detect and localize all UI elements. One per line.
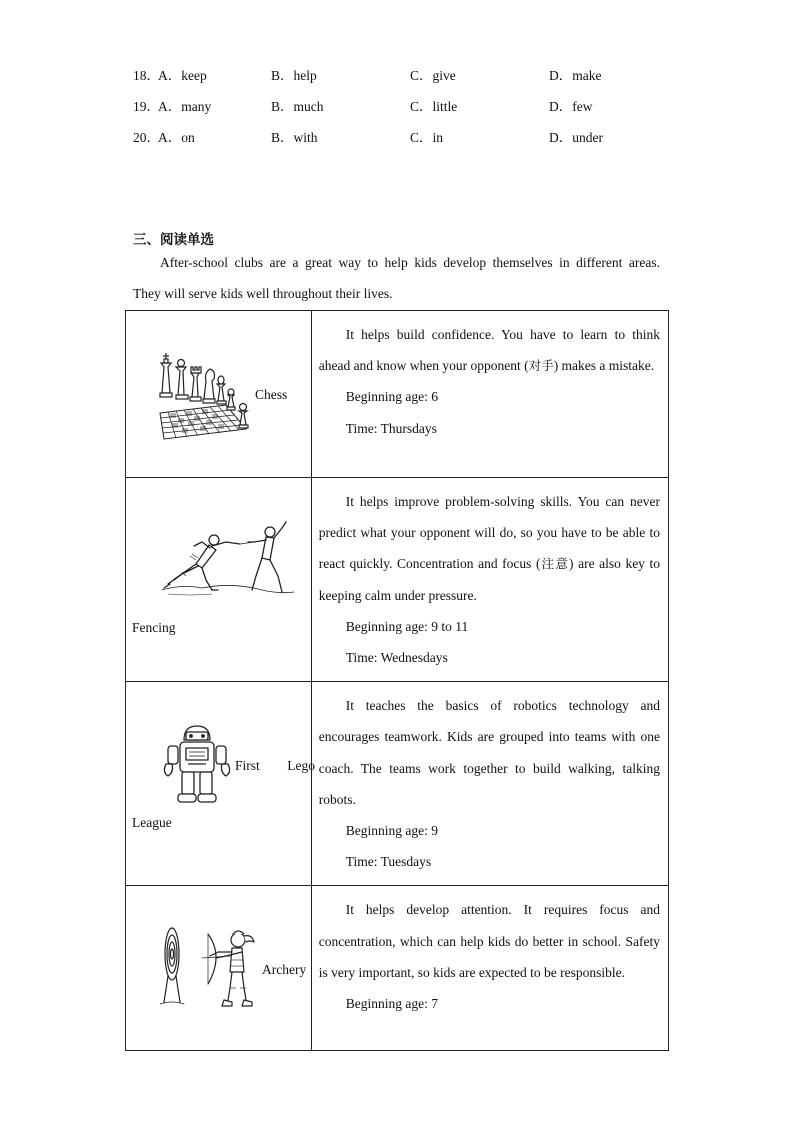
description-text: It helps improve problem-solving skills. You can never predict what your opponent will do, so you have to be able to react quickly. Concentration and focus ( — [318, 494, 660, 572]
club-info-cell — [311, 682, 668, 886]
clubs-table — [125, 310, 669, 1051]
archery-icon — [160, 926, 260, 1012]
beginning-age: Beginning age: 9 to 11 — [345, 618, 469, 634]
description-text: It helps build confidence. You have to learn to think ahead and know when your opponent ( — [318, 327, 660, 374]
question-number: 18． — [133, 68, 160, 83]
option-b: B．help — [271, 68, 317, 83]
option-d: D．make — [549, 68, 602, 83]
beginning-age: Beginning age: 6 — [345, 389, 438, 405]
robot-icon — [160, 722, 234, 808]
fencing-icon — [162, 518, 298, 604]
option-b: B．with — [271, 130, 318, 145]
option-d: D．under — [549, 130, 603, 145]
chinese-gloss: 对手 — [528, 358, 554, 374]
club-info-cell — [311, 886, 668, 1051]
club-image-cell — [126, 478, 312, 682]
question-number: 19． — [133, 99, 160, 114]
club-time: Time: Tuesdays — [345, 854, 432, 870]
club-row-chess — [126, 311, 669, 478]
intro-line-2: They will serve kids well throughout their lives. — [133, 286, 393, 301]
club-name: First Lego — [235, 758, 315, 774]
club-name: Archery — [262, 962, 307, 978]
club-image-cell — [126, 682, 315, 886]
club-description: It helps develop attention. It requires focus and concentration, which can help kids do better in school. Safety is very important, so kids are expected to be responsible. — [318, 902, 660, 980]
option-a: A．keep — [158, 68, 207, 83]
club-time: Time: Thursdays — [345, 420, 437, 436]
description-text: ) are also key to keeping calm under pressure. — [318, 556, 660, 603]
club-time: Time: Wednesdays — [345, 650, 448, 666]
option-c: C．give — [410, 68, 456, 83]
club-description — [319, 486, 660, 611]
option-a: A．many — [158, 99, 212, 114]
option-c: C．little — [410, 99, 458, 114]
club-row-archery — [126, 886, 669, 1051]
option-b: B．much — [271, 99, 324, 114]
section-title: 三、阅读单选 — [133, 232, 214, 248]
club-name: Chess — [255, 387, 288, 402]
beginning-age: Beginning age: 9 — [345, 823, 438, 839]
club-row-first-lego-league — [126, 682, 669, 886]
option-a: A．on — [158, 130, 195, 145]
club-name: Fencing — [132, 620, 176, 635]
club-image-cell — [126, 886, 312, 1051]
club-info-cell — [311, 478, 668, 682]
club-info-cell — [311, 311, 668, 478]
option-c: C．in — [410, 130, 444, 145]
beginning-age: Beginning age: 7 — [345, 996, 438, 1012]
chess-icon — [156, 347, 256, 443]
chinese-gloss: 注意 — [540, 556, 570, 572]
question-number: 20． — [133, 130, 160, 145]
option-d: D．few — [549, 99, 593, 114]
club-image-cell — [126, 311, 312, 478]
description-text: ) makes a mistake. — [553, 358, 655, 374]
club-description: It teaches the basics of robotics technology and encourages teamwork. Kids are grouped into teams with one coach. The teams work together to build walking, talking robots. — [318, 698, 660, 807]
club-description — [319, 319, 660, 381]
club-row-fencing — [126, 478, 669, 682]
club-name-continued: League — [132, 815, 172, 831]
intro-line-1: After-school clubs are a great way to help kids develop themselves in different areas. — [160, 255, 660, 270]
